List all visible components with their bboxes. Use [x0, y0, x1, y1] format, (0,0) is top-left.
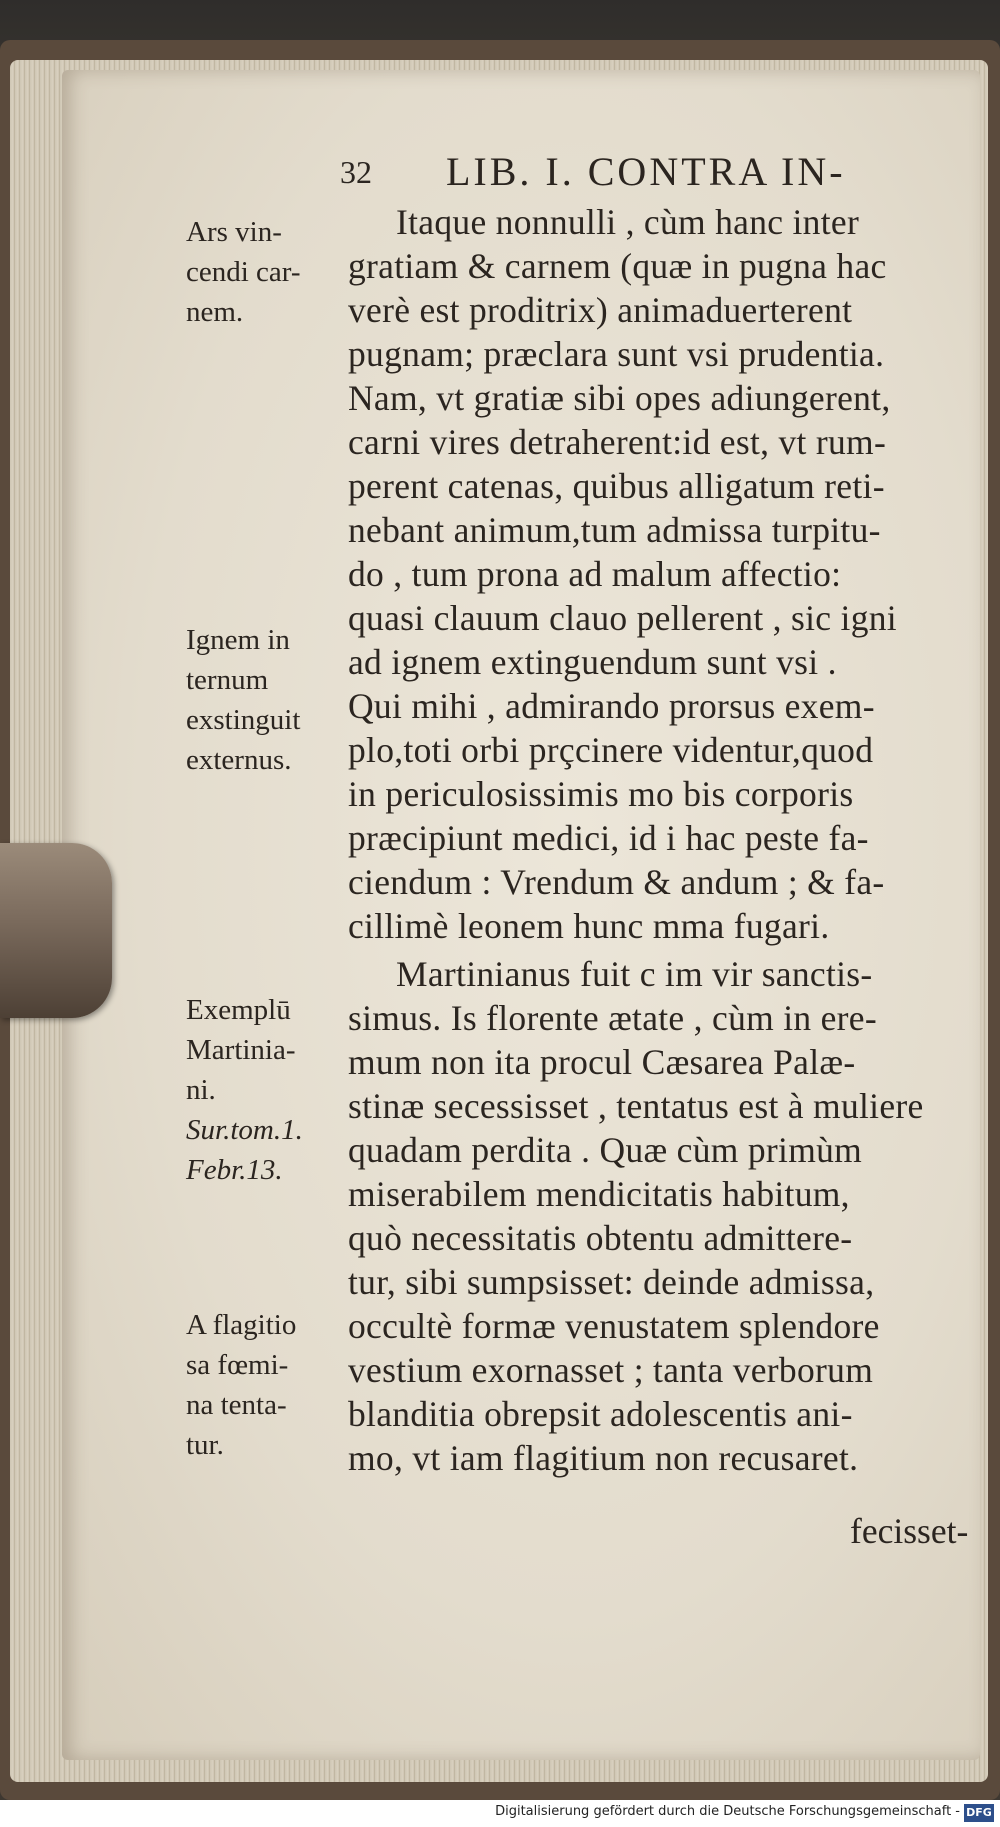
marginal-note	[186, 990, 356, 1190]
text-line: simus. Is florente ætate , cùm in ere-	[348, 998, 877, 1038]
text-line: verè est proditrix) animaduerterent	[348, 290, 853, 330]
text-line: quò necessitatis obtentu admittere-	[348, 1218, 853, 1258]
marginal-line: na tenta-	[186, 1389, 287, 1421]
text-line: carni vires detraherent:id est, vt rum-	[348, 422, 887, 462]
marginal-line: exstinguit	[186, 704, 301, 736]
marginal-line: A flagitio	[186, 1309, 297, 1341]
marginal-line: ternum	[186, 664, 269, 696]
text-line: Nam, vt gratiæ sibi opes adiungerent,	[348, 378, 891, 418]
marginal-line: ni.	[186, 1074, 216, 1106]
marginal-line: tur.	[186, 1429, 224, 1461]
marginal-line: Martinia-	[186, 1034, 296, 1066]
page-number: 32	[340, 154, 372, 190]
marginal-line: externus.	[186, 744, 292, 776]
text-line: Martinianus fuit c im vir sanctis-	[396, 954, 873, 994]
text-line: tur, sibi sumpsisset: deinde admissa,	[348, 1262, 875, 1302]
text-line: vestium exornasset ; tanta verborum	[348, 1350, 874, 1390]
text-line: ciendum : Vrendum & andum ; & fa-	[348, 862, 885, 902]
text-line: gratiam & carnem (quæ in pugna hac	[348, 246, 887, 286]
text-line: stinæ secessisset , tentatus est à muliere	[348, 1086, 924, 1126]
text-line: perent catenas, quibus alligatum reti-	[348, 466, 885, 506]
text-line: plo,toti orbi prçcinere videntur,quod	[348, 730, 874, 770]
text-line: occultè formæ venustatem splendore	[348, 1306, 880, 1346]
text-line: cillimè leonem hunc mma fugari.	[348, 906, 830, 946]
marginal-line: Febr.13.	[186, 1154, 283, 1186]
marginal-note	[186, 212, 356, 332]
marginal-line: Exemplū	[186, 994, 291, 1026]
text-line: ad ignem extinguendum sunt vsi .	[348, 642, 837, 682]
text-line: blanditia obrepsit adolescentis ani-	[348, 1394, 853, 1434]
marginal-note	[186, 620, 356, 780]
text-line: pugnam; præclara sunt vsi prudentia.	[348, 334, 885, 374]
footer-bar	[0, 1800, 1000, 1827]
marginal-line: Ignem in	[186, 624, 290, 656]
text-line: miserabilem mendicitatis habitum,	[348, 1174, 850, 1214]
text-line: mo, vt iam flagitium non recusaret.	[348, 1438, 859, 1478]
text-line: do , tum prona ad malum affectio:	[348, 554, 842, 594]
text-line: mum non ita procul Cæsarea Palæ-	[348, 1042, 856, 1082]
catchword: fecisset-	[850, 1511, 969, 1551]
marginal-line: Ars vin-	[186, 216, 282, 248]
running-head: LIB. I. CONTRA IN-	[446, 149, 846, 194]
text-line: nebant animum,tum admissa turpitu-	[348, 510, 881, 550]
marginal-note	[186, 1305, 356, 1465]
footer-credit: Digitalisierung gefördert durch die Deutsche Forschungsgemeinschaft -	[495, 1804, 960, 1819]
marginal-line: Sur.tom.1.	[186, 1114, 303, 1146]
text-line: Qui mihi , admirando prorsus exem-	[348, 686, 875, 726]
dfg-logo-icon: DFG	[964, 1804, 994, 1822]
book-clasp	[0, 843, 112, 1018]
text-line: Itaque nonnulli , cùm hanc inter	[396, 202, 860, 242]
marginal-line: cendi car-	[186, 256, 301, 288]
text-line: præcipiunt medici, id i hac peste fa-	[348, 818, 869, 858]
text-line: in periculosissimis mo bis corporis	[348, 774, 854, 814]
text-line: quasi clauum clauo pellerent , sic igni	[348, 598, 897, 638]
marginal-line: nem.	[186, 296, 244, 328]
text-line: quadam perdita . Quæ cùm primùm	[348, 1130, 863, 1170]
marginal-line: sa fœmi-	[186, 1349, 289, 1381]
